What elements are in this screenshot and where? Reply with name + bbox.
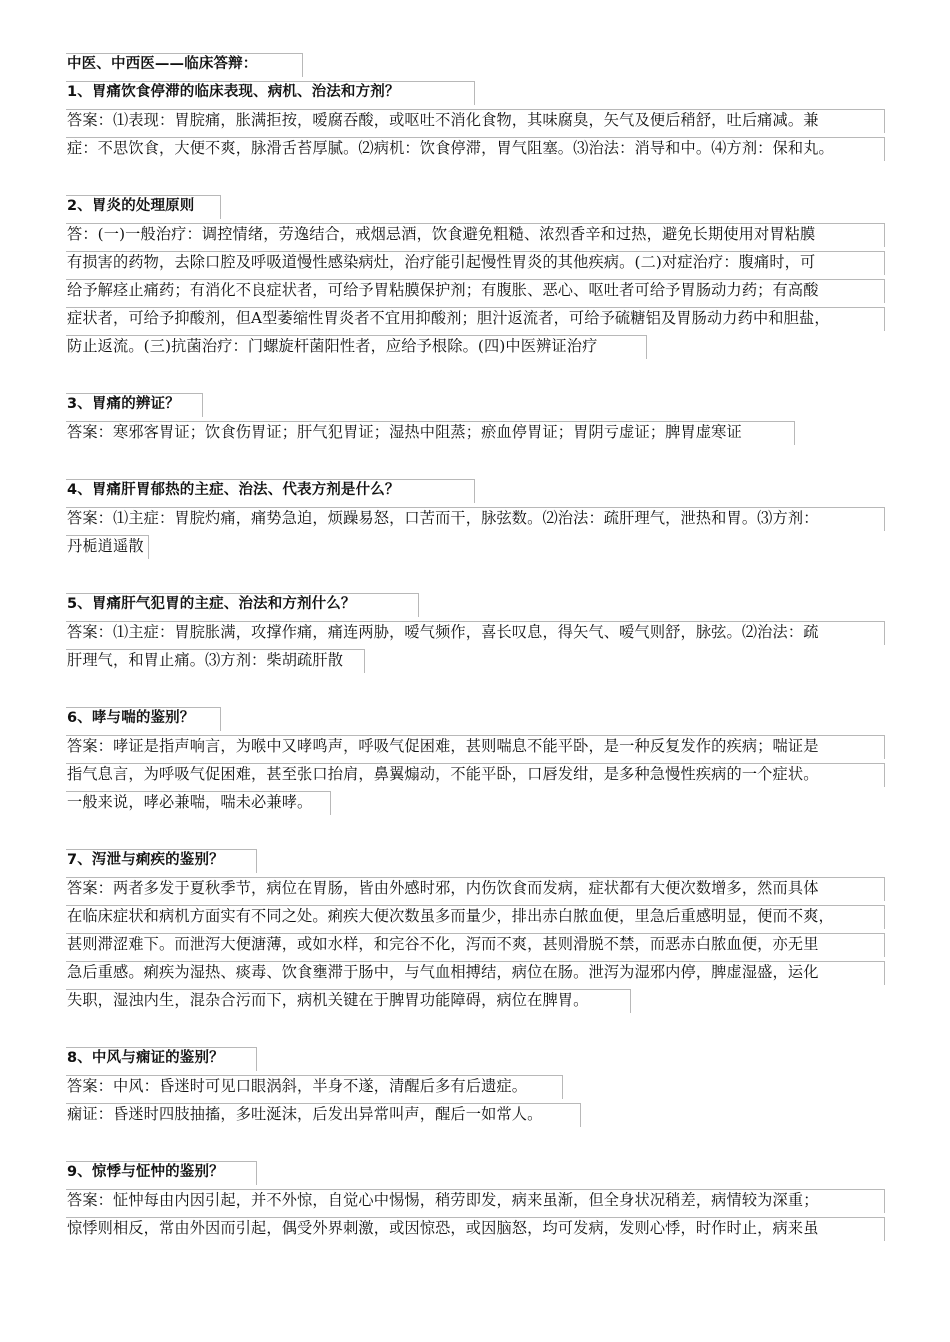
answer-6-line-2: 指气息言，为呼吸气促困难，甚至张口抬肩，鼻翼煽动，不能平卧，口唇发绀，是多种急慢性疾病的一个症状。 <box>66 760 886 788</box>
answer-7-line-2: 在临床症状和病机方面实有不同之处。痢疾大便次数虽多而量少，排出赤白脓血便，里急后重感明显，便而不爽， <box>66 902 886 930</box>
question-8 <box>66 1044 886 1128</box>
answer-2-line-1: 答：(一)一般治疗：调控情绪，劳逸结合，戒烟忌酒，饮食避免粗糙、浓烈香辛和过热，避免长期使用对胃粘膜 <box>66 220 886 248</box>
question-7-title: 7、泻泄与痢疾的鉴别？ <box>66 846 886 874</box>
question-5-title: 5、胃痛肝气犯胃的主症、治法和方剂什么？ <box>66 590 886 618</box>
answer-6-line-1: 答案：哮证是指声响言，为喉中又哮鸣声，呼吸气促困难，甚则喘息不能平卧，是一种反复发作的疾病；喘证是 <box>66 732 886 760</box>
answer-2-line-5: 防止返流。(三)抗菌治疗：门螺旋杆菌阳性者，应给予根除。(四)中医辨证治疗 <box>66 332 886 360</box>
question-7 <box>66 846 886 1014</box>
question-3 <box>66 390 886 446</box>
answer-6-line-3: 一般来说，哮必兼喘，喘未必兼哮。 <box>66 788 886 816</box>
question-8-title: 8、中风与痫证的鉴别？ <box>66 1044 886 1072</box>
answer-1-line-1: 答案：⑴表现：胃脘痛，胀满拒按，嗳腐吞酸，或呕吐不消化食物，其味腐臭，矢气及便后稍舒，吐后痛减。兼 <box>66 106 886 134</box>
answer-1-line-2: 症：不思饮食，大便不爽，脉滑舌苔厚腻。⑵病机：饮食停滞，胃气阻塞。⑶治法：消导和中。⑷方剂：保和丸。 <box>66 134 886 162</box>
question-2 <box>66 192 886 360</box>
question-4 <box>66 476 886 560</box>
question-5 <box>66 590 886 674</box>
question-6-title: 6、哮与喘的鉴别？ <box>66 704 886 732</box>
answer-5-line-2: 肝理气，和胃止痛。⑶方剂：柴胡疏肝散 <box>66 646 886 674</box>
question-1-title: 1、胃痛饮食停滞的临床表现、病机、治法和方剂？ <box>66 78 886 106</box>
question-9-title: 9、惊悸与怔忡的鉴别？ <box>66 1158 886 1186</box>
question-9 <box>66 1158 886 1242</box>
question-2-title: 2、胃炎的处理原则 <box>66 192 886 220</box>
question-4-title: 4、胃痛肝胃郁热的主症、治法、代表方剂是什么？ <box>66 476 886 504</box>
answer-9-line-2: 惊悸则相反，常由外因而引起，偶受外界刺激，或因惊恐，或因脑怒，均可发病，发则心悸，时作时止，病来虽 <box>66 1214 886 1242</box>
answer-2-line-4: 症状者，可给予抑酸剂，但A型萎缩性胃炎者不宜用抑酸剂；胆汁返流者，可给予硫糖铝及胃肠动力药中和胆盐， <box>66 304 886 332</box>
answer-7-line-1: 答案：两者多发于夏秋季节，病位在胃肠，皆由外感时邪，内伤饮食而发病，症状都有大便次数增多，然而具体 <box>66 874 886 902</box>
answer-4-line-2: 丹栀逍遥散 <box>66 532 886 560</box>
document-title: 中医、中西医——临床答辩： <box>66 50 886 78</box>
answer-2-line-3: 给予解痉止痛药；有消化不良症状者，可给予胃粘膜保护剂；有腹胀、恶心、呕吐者可给予胃肠动力药；有高酸 <box>66 276 886 304</box>
document-page <box>66 50 886 1242</box>
answer-8-line-1: 答案：中风：昏迷时可见口眼涡斜，半身不遂，清醒后多有后遗症。 <box>66 1072 886 1100</box>
answer-9-line-1: 答案：怔忡每由内因引起，并不外惊，自觉心中惕惕，稍劳即发，病来虽渐，但全身状况稍差，病情较为深重； <box>66 1186 886 1214</box>
answer-8-line-2: 痫证：昏迷时四肢抽搐，多吐涎沫，后发出异常叫声，醒后一如常人。 <box>66 1100 886 1128</box>
question-1 <box>66 78 886 162</box>
answer-5-line-1: 答案：⑴主症：胃脘胀满，攻撑作痛，痛连两胁，嗳气频作，喜长叹息，得矢气、嗳气则舒，脉弦。⑵治法：疏 <box>66 618 886 646</box>
answer-7-line-4: 急后重感。痢疾为湿热、痰毒、饮食壅滞于肠中，与气血相搏结，病位在肠。泄泻为湿邪内停，脾虚湿盛，运化 <box>66 958 886 986</box>
answer-3-line-1: 答案：寒邪客胃证；饮食伤胃证；肝气犯胃证；湿热中阻蒸；瘀血停胃证；胃阴亏虚证；脾胃虚寒证 <box>66 418 886 446</box>
answer-4-line-1: 答案：⑴主症：胃脘灼痛，痛势急迫，烦躁易怒，口苦而干，脉弦数。⑵治法：疏肝理气，泄热和胃。⑶方剂： <box>66 504 886 532</box>
answer-7-line-5: 失职，湿浊内生，混杂合污而下，病机关键在于脾胃功能障碍，病位在脾胃。 <box>66 986 886 1014</box>
answer-2-line-2: 有损害的药物，去除口腔及呼吸道慢性感染病灶，治疗能引起慢性胃炎的其他疾病。(二)对症治疗：腹痛时，可 <box>66 248 886 276</box>
answer-7-line-3: 甚则滞涩难下。而泄泻大便溏薄，或如水样，和完谷不化，泻而不爽，甚则滑脱不禁，而恶赤白脓血便，亦无里 <box>66 930 886 958</box>
question-6 <box>66 704 886 816</box>
question-3-title: 3、胃痛的辨证？ <box>66 390 886 418</box>
